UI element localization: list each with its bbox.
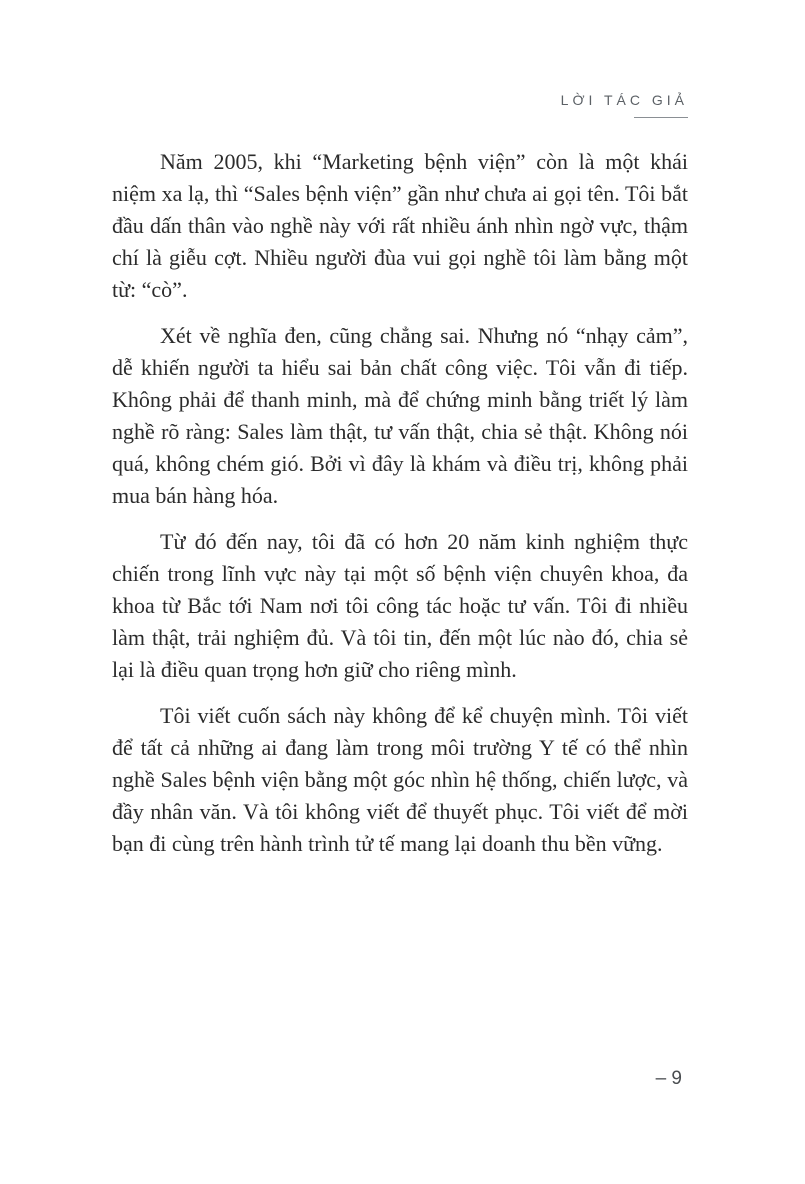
running-head: LỜI TÁC GIẢ (560, 92, 688, 108)
page-number: – 9 (655, 1068, 682, 1089)
paragraph: Từ đó đến nay, tôi đã có hơn 20 năm kinh nghiệm thực chiến trong lĩnh vực này tại một số bệnh viện chuyên khoa, đa khoa từ Bắc tới Nam nơi tôi công tác hoặc tư vấn. Tôi đi nhiều làm thật, trải nghiệm đủ. Và tôi tin, đến một lúc nào đó, chia sẻ lại là điều quan trọng hơn giữ cho riêng mình. (112, 529, 688, 682)
body-text (112, 146, 688, 874)
paragraph: Tôi viết cuốn sách này không để kể chuyện mình. Tôi viết để tất cả những ai đang làm trong môi trường Y tế có thể nhìn nghề Sales bệnh viện bằng một góc nhìn hệ thống, chiến lược, và đầy nhân văn. Và tôi không viết để thuyết phục. Tôi viết để mời bạn đi cùng trên hành trình tử tế mang lại doanh thu bền vững. (112, 703, 688, 856)
paragraph: Năm 2005, khi “Marketing bệnh viện” còn là một khái niệm xa lạ, thì “Sales bệnh viện” gần như chưa ai gọi tên. Tôi bắt đầu dấn thân vào nghề này với rất nhiều ánh nhìn ngờ vực, thậm chí là giễu cợt. Nhiều người đùa vui gọi nghề tôi làm bằng một từ: “cò”. (112, 149, 688, 302)
running-head-rule (634, 117, 688, 118)
paragraph: Xét về nghĩa đen, cũng chẳng sai. Nhưng nó “nhạy cảm”, dễ khiến người ta hiểu sai bản chất công việc. Tôi vẫn đi tiếp. Không phải để thanh minh, mà để chứng minh bằng triết lý làm nghề rõ ràng: Sales làm thật, tư vấn thật, chia sẻ thật. Không nói quá, không chém gió. Bởi vì đây là khám và điều trị, không phải mua bán hàng hóa. (112, 323, 688, 508)
